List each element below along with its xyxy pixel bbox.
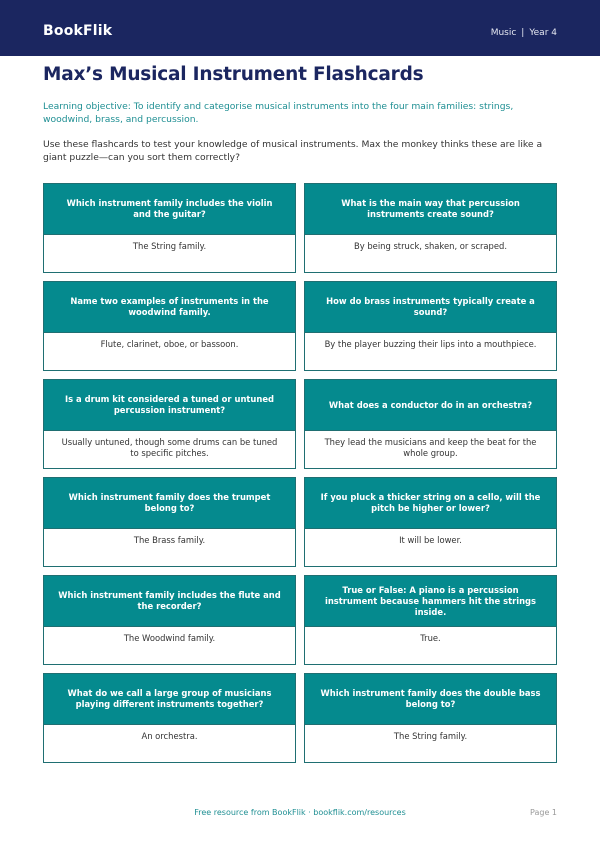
flashcard	[304, 575, 557, 665]
flashcard-answer: Flute, clarinet, oboe, or bassoon.	[44, 332, 295, 370]
page-number: Page 1	[530, 808, 557, 817]
flashcard-question: Which instrument family includes the violin and the guitar?	[44, 184, 295, 234]
flashcard-question: Name two examples of instruments in the woodwind family.	[44, 282, 295, 332]
flashcard	[304, 281, 557, 371]
flashcard-question: True or False: A piano is a percussion instrument because hammers hit the strings inside.	[305, 576, 556, 626]
flashcard-question: What do we call a large group of musicians playing different instruments together?	[44, 674, 295, 724]
intro-paragraph: Use these flashcards to test your knowledge of musical instruments. Max the monkey thinks these are like a giant puzzle—can you sort them correctly?	[43, 139, 543, 163]
flashcard-answer: They lead the musicians and keep the beat for the whole group.	[305, 430, 556, 468]
flashcard	[304, 477, 557, 567]
flashcard-answer: True.	[305, 626, 556, 664]
flashcard-question: Which instrument family includes the flute and the recorder?	[44, 576, 295, 626]
page-title: Max’s Musical Instrument Flashcards	[43, 64, 424, 85]
flashcard	[43, 281, 296, 371]
meta-separator: |	[521, 28, 525, 38]
flashcard-question: Which instrument family does the double bass belong to?	[305, 674, 556, 724]
flashcard	[43, 575, 296, 665]
flashcard-question: Is a drum kit considered a tuned or untuned percussion instrument?	[44, 380, 295, 430]
flashcard-question: What is the main way that percussion instruments create sound?	[305, 184, 556, 234]
flashcard	[43, 673, 296, 763]
footer-credit: Free resource from BookFlik · bookflik.com/resources	[194, 808, 406, 817]
flashcard	[304, 379, 557, 469]
flashcard	[43, 183, 296, 273]
flashcard-answer: It will be lower.	[305, 528, 556, 566]
learning-objective: Learning objective: To identify and categorise musical instruments into the four main families: strings, woodwind, brass, and percussion.	[43, 101, 514, 125]
brand-logo-text: BookFlik	[43, 23, 113, 39]
flashcard	[304, 673, 557, 763]
flashcard-answer: The String family.	[305, 724, 556, 762]
header-meta	[491, 28, 557, 38]
flashcard-answer: Usually untuned, though some drums can be tuned to specific pitches.	[44, 430, 295, 468]
subject-label: Music	[490, 28, 517, 38]
flashcard-question: How do brass instruments typically create a sound?	[305, 282, 556, 332]
flashcard-answer: An orchestra.	[44, 724, 295, 762]
flashcard-answer: The Woodwind family.	[44, 626, 295, 664]
flashcard-question: What does a conductor do in an orchestra?	[305, 380, 556, 430]
flashcard	[304, 183, 557, 273]
flashcard-question: Which instrument family does the trumpet belong to?	[44, 478, 295, 528]
flashcard-question: If you pluck a thicker string on a cello, will the pitch be higher or lower?	[305, 478, 556, 528]
flashcard-grid	[43, 183, 557, 763]
flashcard-answer: The String family.	[44, 234, 295, 272]
top-header-bar	[0, 0, 600, 56]
flashcard-answer: By the player buzzing their lips into a mouthpiece.	[305, 332, 556, 370]
year-label: Year 4	[529, 28, 557, 38]
flashcard-answer: By being struck, shaken, or scraped.	[305, 234, 556, 272]
flashcard	[43, 379, 296, 469]
flashcard	[43, 477, 296, 567]
flashcard-answer: The Brass family.	[44, 528, 295, 566]
